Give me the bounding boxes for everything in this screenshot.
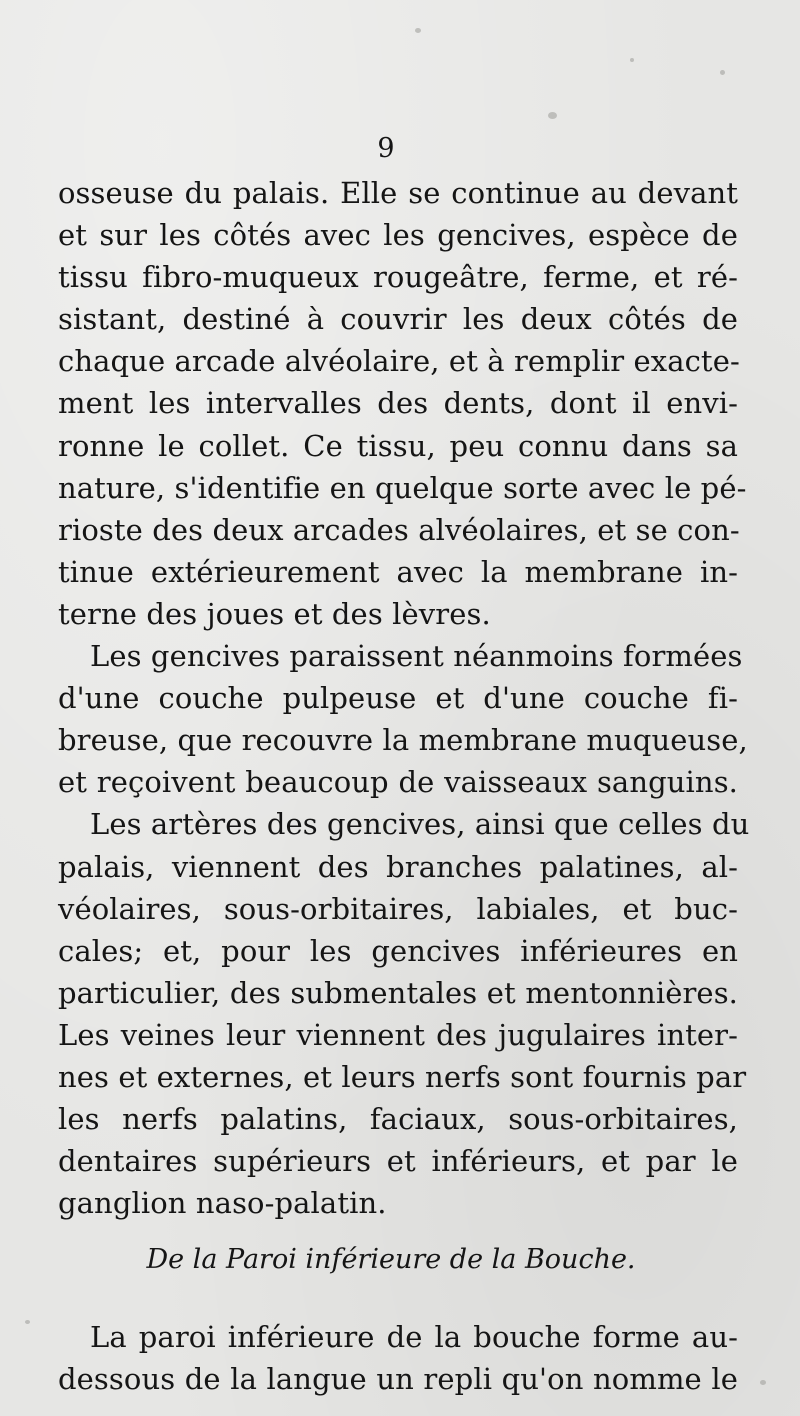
paper-speck — [415, 28, 421, 33]
text-line: et reçoivent beaucoup de vaisseaux sanguins. — [58, 765, 738, 800]
text-line: cales; et, pour les gencives inférieures en — [58, 933, 738, 968]
text-line: Les artères des gencives, ainsi que celles du — [90, 807, 750, 842]
text-line: dentaires supérieurs et inférieurs, et par le — [58, 1144, 738, 1179]
section-gap — [58, 1296, 738, 1316]
text-line: et sur les côtés avec les gencives, espèce de — [58, 218, 738, 253]
paragraph-2 — [58, 635, 748, 803]
text-line: nature, s'identifie en quelque sorte avec le pé- — [58, 470, 747, 505]
page-number: 9 — [377, 133, 395, 164]
text-line: La paroi inférieure de la bouche forme au- — [90, 1320, 738, 1355]
paper-speck — [630, 58, 634, 62]
text-line: ronne le collet. Ce tissu, peu connu dans sa — [58, 428, 738, 463]
text-line: osseuse du palais. Elle se continue au devant — [58, 176, 738, 210]
text-line: chaque arcade alvéolaire, et à remplir exacte- — [58, 344, 740, 379]
paragraph-3 — [58, 803, 750, 1224]
text-line: Les gencives paraissent néanmoins formées — [90, 639, 743, 674]
page-text — [58, 126, 750, 1401]
paper-speck — [25, 1320, 30, 1324]
text-line: terne des joues et des lèvres. — [58, 596, 491, 631]
text-line: palais, viennent des branches palatines, al- — [58, 849, 738, 884]
paper-speck — [720, 70, 725, 75]
paragraph-4 — [58, 1316, 738, 1400]
paper-speck — [760, 1380, 766, 1385]
text-line: dessous de la langue un repli qu'on nomme le — [58, 1362, 738, 1397]
text-line: ganglion naso-palatin. — [58, 1186, 387, 1221]
paragraph-1 — [58, 172, 747, 635]
text-line: particulier, des submentales et mentonnières. — [58, 975, 738, 1010]
text-line: Les veines leur viennent des jugulaires inter- — [58, 1017, 738, 1052]
text-line: breuse, que recouvre la membrane muqueuse, — [58, 723, 748, 758]
text-line: tissu fibro-muqueux rougeâtre, ferme, et ré- — [58, 260, 738, 295]
text-line: d'une couche pulpeuse et d'une couche fi- — [58, 681, 738, 716]
text-line: tinue extérieurement avec la membrane in- — [58, 554, 738, 589]
text-line: rioste des deux arcades alvéolaires, et se con- — [58, 512, 740, 547]
text-line: nes et externes, et leurs nerfs sont fournis par — [58, 1059, 747, 1094]
text-line: sistant, destiné à couvrir les deux côtés de — [58, 302, 738, 337]
text-line: véolaires, sous-orbitaires, labiales, et buc- — [58, 891, 738, 926]
paper-speck — [548, 112, 557, 119]
text-line: ment les intervalles des dents, dont il envi- — [58, 386, 738, 421]
section-heading: De la Paroi inférieure de la Bouche. — [146, 1244, 636, 1276]
text-line: les nerfs palatins, faciaux, sous-orbitaires, — [58, 1102, 738, 1137]
